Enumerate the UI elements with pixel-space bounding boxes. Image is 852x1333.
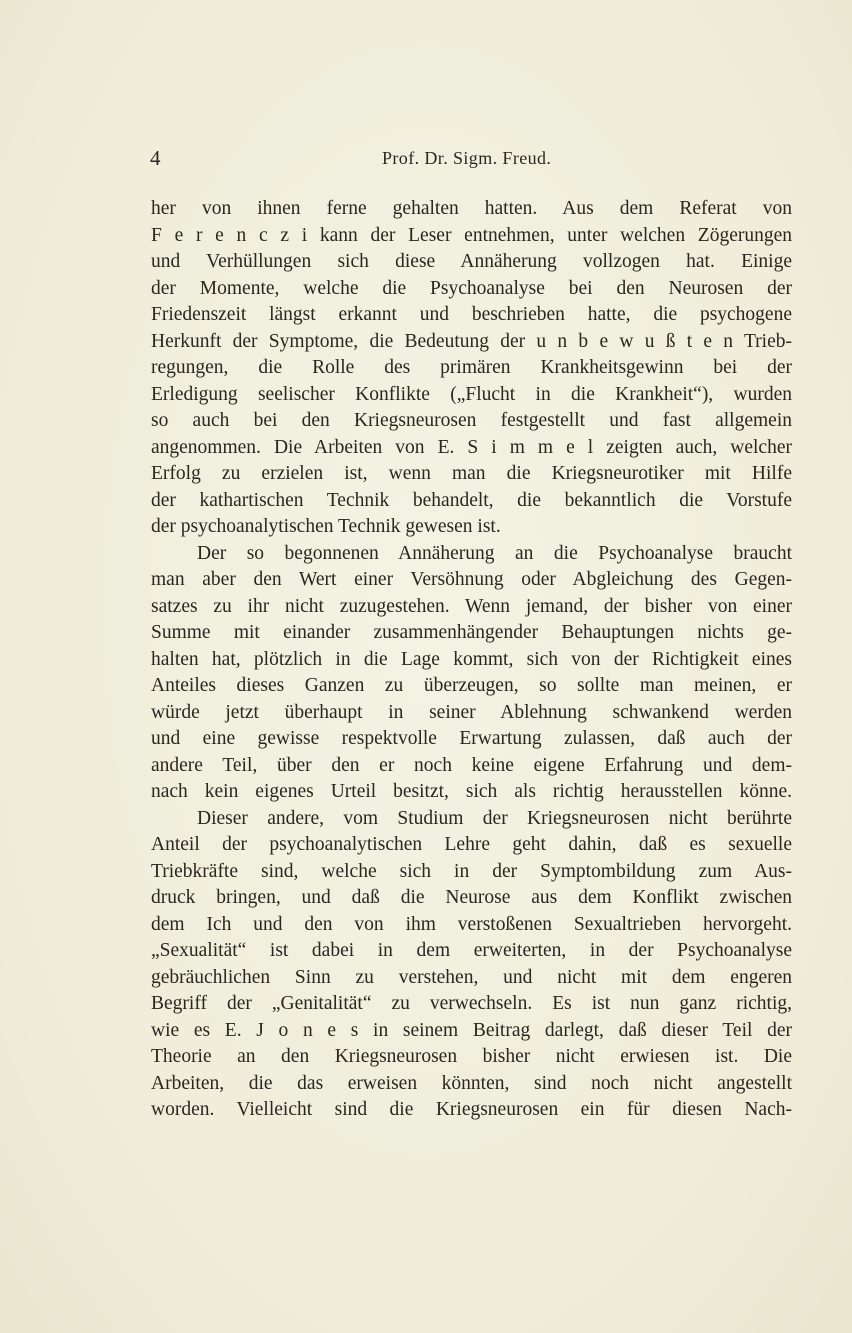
text-line: der kathartischen Technik behandelt, die bekanntlich die Vorstufe (151, 489, 792, 511)
text-line: Erledigung seelischer Konflikte („Flucht in die Krankheit“), wurden (151, 383, 792, 405)
text-line: Herkunft der Symptome, die Bedeutung der u n b e w u ß t e n Trieb- (151, 330, 792, 352)
text-line: dem Ich und den von ihm verstoßenen Sexualtrieben hervorgeht. (151, 913, 792, 935)
page-number: 4 (150, 146, 161, 170)
text-line: gebräuchlichen Sinn zu verstehen, und nicht mit dem engeren (151, 966, 792, 988)
text-line: wie es E. J o n e s in seinem Beitrag darlegt, daß dieser Teil der (151, 1019, 792, 1041)
text-line: halten hat, plötzlich in die Lage kommt, sich von der Richtigkeit eines (151, 648, 792, 670)
text-line: Begriff der „Genitalität“ zu verwechseln. Es ist nun ganz richtig, (151, 993, 792, 1014)
paragraph (151, 806, 792, 1124)
text-line: der Momente, welche die Psychoanalyse bei den Neurosen der (151, 277, 792, 299)
text-line: druck bringen, und daß die Neurose aus dem Konflikt zwischen (151, 887, 792, 908)
body-text (151, 196, 792, 1124)
text-line: und eine gewisse respektvolle Erwartung zulassen, daß auch der (151, 728, 792, 749)
text-line: worden. Vielleicht sind die Kriegsneurosen ein für diesen Nach- (151, 1099, 792, 1120)
text-line: so auch bei den Kriegsneurosen festgestellt und fast allgemein (151, 410, 792, 431)
paragraph (151, 196, 792, 541)
text-line: andere Teil, über den er noch keine eigene Erfahrung und dem- (151, 754, 792, 776)
text-line: Der so begonnenen Annäherung an die Psychoanalyse braucht (197, 542, 792, 564)
text-line: Dieser andere, vom Studium der Kriegsneurosen nicht berührte (197, 807, 792, 829)
page-header (150, 146, 790, 176)
text-line: und Verhüllungen sich diese Annäherung vollzogen hat. Einige (151, 251, 792, 272)
text-line: Erfolg zu erzielen ist, wenn man die Kriegsneurotiker mit Hilfe (151, 463, 792, 484)
text-line: „Sexualität“ ist dabei in dem erweiterten, in der Psychoanalyse (151, 940, 792, 961)
running-head: Prof. Dr. Sigm. Freud. (382, 148, 552, 168)
text-line: man aber den Wert einer Versöhnung oder Abgleichung des Gegen- (151, 569, 792, 590)
text-line: her von ihnen ferne gehalten hatten. Aus dem Referat von (151, 198, 792, 219)
text-line: regungen, die Rolle des primären Krankheitsgewinn bei der (151, 357, 792, 378)
text-line: der psychoanalytischen Technik gewesen ist. (151, 516, 501, 537)
text-line: Triebkräfte sind, welche sich in der Symptombildung zum Aus- (151, 860, 792, 882)
text-line: satzes zu ihr nicht zuzugestehen. Wenn jemand, der bisher von einer (151, 595, 792, 617)
text-line: Anteiles dieses Ganzen zu überzeugen, so sollte man meinen, er (151, 675, 792, 696)
text-line: F e r e n c z i kann der Leser entnehmen, unter welchen Zögerungen (151, 224, 792, 246)
text-line: Summe mit einander zusammenhängender Behauptungen nichts ge- (151, 622, 792, 643)
text-line: Anteil der psychoanalytischen Lehre geht dahin, daß es sexuelle (151, 834, 792, 855)
text-line: Arbeiten, die das erweisen könnten, sind noch nicht angestellt (151, 1072, 792, 1094)
text-line: angenommen. Die Arbeiten von E. S i m m e l zeigten auch, welcher (151, 436, 792, 458)
paragraph (151, 541, 792, 806)
text-line: würde jetzt überhaupt in seiner Ablehnung schwankend werden (151, 701, 792, 723)
text-line: Friedenszeit längst erkannt und beschrieben hatte, die psychogene (151, 304, 792, 325)
text-line: nach kein eigenes Urteil besitzt, sich als richtig herausstellen könne. (151, 781, 792, 802)
text-line: Theorie an den Kriegsneurosen bisher nicht erwiesen ist. Die (151, 1046, 792, 1067)
